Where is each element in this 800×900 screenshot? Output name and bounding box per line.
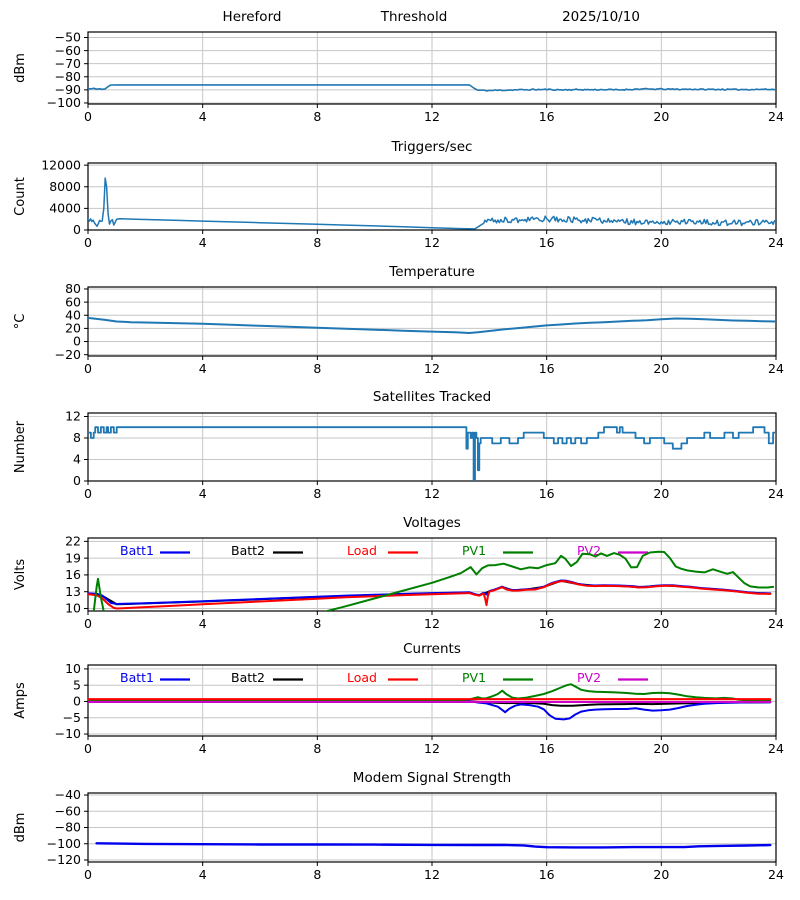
svg-text:20: 20 bbox=[653, 616, 670, 631]
voltages-plot bbox=[0, 532, 800, 637]
svg-text:60: 60 bbox=[65, 294, 81, 310]
svg-text:4: 4 bbox=[198, 361, 207, 376]
svg-text:Batt2: Batt2 bbox=[231, 670, 265, 685]
svg-text:8: 8 bbox=[313, 867, 322, 882]
svg-text:0: 0 bbox=[73, 693, 81, 709]
svg-text:Volts: Volts bbox=[13, 558, 28, 591]
svg-text:4: 4 bbox=[73, 451, 81, 467]
svg-text:PV2: PV2 bbox=[577, 670, 602, 685]
svg-text:−120: −120 bbox=[46, 852, 81, 868]
svg-text:20: 20 bbox=[653, 867, 670, 882]
svg-text:16: 16 bbox=[65, 567, 81, 583]
svg-text:4: 4 bbox=[198, 741, 207, 756]
triggers-chart-title: Triggers/sec bbox=[391, 139, 473, 155]
threshold-chart-title: Threshold bbox=[380, 9, 448, 25]
svg-text:−10: −10 bbox=[54, 726, 81, 742]
svg-text:4: 4 bbox=[198, 867, 207, 882]
svg-text:16: 16 bbox=[538, 867, 555, 882]
svg-text:8: 8 bbox=[313, 486, 322, 501]
svg-text:°C: °C bbox=[13, 313, 28, 330]
svg-text:24: 24 bbox=[768, 867, 784, 882]
svg-text:24: 24 bbox=[768, 486, 784, 501]
svg-text:8000: 8000 bbox=[49, 178, 81, 194]
station-title: Hereford bbox=[222, 9, 282, 25]
svg-text:20: 20 bbox=[653, 361, 670, 376]
svg-text:dBm: dBm bbox=[13, 812, 28, 843]
svg-text:Number: Number bbox=[13, 420, 28, 474]
svg-text:−60: −60 bbox=[54, 42, 81, 58]
svg-text:24: 24 bbox=[768, 109, 784, 124]
modem-chart-title: Modem Signal Strength bbox=[352, 770, 512, 786]
svg-text:16: 16 bbox=[538, 741, 555, 756]
svg-text:20: 20 bbox=[653, 109, 670, 124]
svg-text:20: 20 bbox=[653, 235, 670, 250]
svg-text:−50: −50 bbox=[54, 29, 81, 45]
svg-text:13: 13 bbox=[65, 583, 81, 599]
svg-text:16: 16 bbox=[538, 109, 555, 124]
svg-text:PV1: PV1 bbox=[462, 543, 487, 558]
svg-text:16: 16 bbox=[538, 235, 555, 250]
svg-text:−80: −80 bbox=[54, 819, 81, 835]
svg-text:0: 0 bbox=[84, 235, 92, 250]
svg-text:40: 40 bbox=[65, 307, 81, 323]
svg-text:10: 10 bbox=[65, 661, 81, 677]
svg-text:12: 12 bbox=[424, 741, 440, 756]
svg-text:0: 0 bbox=[73, 222, 81, 238]
svg-text:12: 12 bbox=[424, 867, 440, 882]
svg-text:24: 24 bbox=[768, 741, 784, 756]
satellites-chart-title: Satellites Tracked bbox=[372, 389, 492, 405]
svg-text:12: 12 bbox=[424, 235, 440, 250]
svg-text:16: 16 bbox=[538, 616, 555, 631]
svg-text:20: 20 bbox=[653, 486, 670, 501]
svg-text:−40: −40 bbox=[54, 787, 81, 803]
svg-text:8: 8 bbox=[73, 430, 81, 446]
svg-text:0: 0 bbox=[84, 616, 92, 631]
svg-text:10: 10 bbox=[65, 600, 81, 616]
svg-text:4: 4 bbox=[198, 109, 207, 124]
svg-text:0: 0 bbox=[84, 486, 92, 501]
svg-text:12: 12 bbox=[65, 408, 81, 424]
svg-text:0: 0 bbox=[84, 109, 92, 124]
svg-text:4: 4 bbox=[198, 616, 207, 631]
svg-text:Batt2: Batt2 bbox=[231, 543, 265, 558]
svg-text:0: 0 bbox=[84, 741, 92, 756]
svg-text:−80: −80 bbox=[54, 68, 81, 84]
satellites-plot bbox=[0, 407, 800, 507]
triggers-plot bbox=[0, 157, 800, 256]
svg-text:19: 19 bbox=[65, 550, 81, 566]
svg-text:dBm: dBm bbox=[13, 53, 28, 83]
svg-text:PV2: PV2 bbox=[577, 543, 602, 558]
svg-text:0: 0 bbox=[73, 473, 81, 489]
voltages-chart-title: Voltages bbox=[403, 515, 461, 531]
svg-text:20: 20 bbox=[653, 741, 670, 756]
temperature-chart-title: Temperature bbox=[389, 264, 475, 280]
svg-text:−20: −20 bbox=[54, 346, 81, 362]
svg-text:−100: −100 bbox=[46, 95, 81, 111]
svg-text:16: 16 bbox=[538, 361, 555, 376]
svg-text:Batt1: Batt1 bbox=[120, 543, 154, 558]
date-title: 2025/10/10 bbox=[562, 9, 640, 25]
currents-chart-title: Currents bbox=[403, 641, 461, 657]
svg-text:8: 8 bbox=[313, 741, 322, 756]
svg-text:12: 12 bbox=[424, 486, 440, 501]
temperature-plot bbox=[0, 281, 800, 382]
svg-text:0: 0 bbox=[84, 361, 92, 376]
svg-text:5: 5 bbox=[73, 677, 81, 693]
svg-text:Batt1: Batt1 bbox=[120, 670, 154, 685]
svg-text:4: 4 bbox=[198, 235, 207, 250]
svg-text:Count: Count bbox=[13, 177, 28, 216]
svg-text:12: 12 bbox=[424, 109, 440, 124]
svg-text:−70: −70 bbox=[54, 55, 81, 71]
svg-text:24: 24 bbox=[768, 235, 784, 250]
currents-plot bbox=[0, 659, 800, 762]
svg-text:8: 8 bbox=[313, 109, 322, 124]
svg-text:−60: −60 bbox=[54, 803, 81, 819]
svg-text:Load: Load bbox=[347, 543, 377, 558]
svg-text:8: 8 bbox=[313, 235, 322, 250]
svg-text:4000: 4000 bbox=[49, 200, 81, 216]
svg-text:80: 80 bbox=[65, 281, 81, 297]
svg-text:−5: −5 bbox=[62, 709, 81, 725]
svg-text:PV1: PV1 bbox=[462, 670, 487, 685]
svg-text:−90: −90 bbox=[54, 82, 81, 98]
svg-text:24: 24 bbox=[768, 361, 784, 376]
svg-text:24: 24 bbox=[768, 616, 784, 631]
svg-text:12: 12 bbox=[424, 361, 440, 376]
threshold-plot bbox=[0, 26, 800, 130]
svg-text:4: 4 bbox=[198, 486, 207, 501]
svg-text:8: 8 bbox=[313, 616, 322, 631]
svg-text:20: 20 bbox=[65, 320, 81, 336]
svg-text:16: 16 bbox=[538, 486, 555, 501]
svg-text:Load: Load bbox=[347, 670, 377, 685]
modem-plot bbox=[0, 787, 800, 888]
svg-text:Amps: Amps bbox=[13, 682, 28, 719]
svg-text:0: 0 bbox=[73, 333, 81, 349]
svg-text:−100: −100 bbox=[46, 835, 81, 851]
svg-text:22: 22 bbox=[65, 533, 81, 549]
svg-text:0: 0 bbox=[84, 867, 92, 882]
svg-text:8: 8 bbox=[313, 361, 322, 376]
svg-text:12: 12 bbox=[424, 616, 440, 631]
svg-text:12000: 12000 bbox=[41, 157, 81, 173]
